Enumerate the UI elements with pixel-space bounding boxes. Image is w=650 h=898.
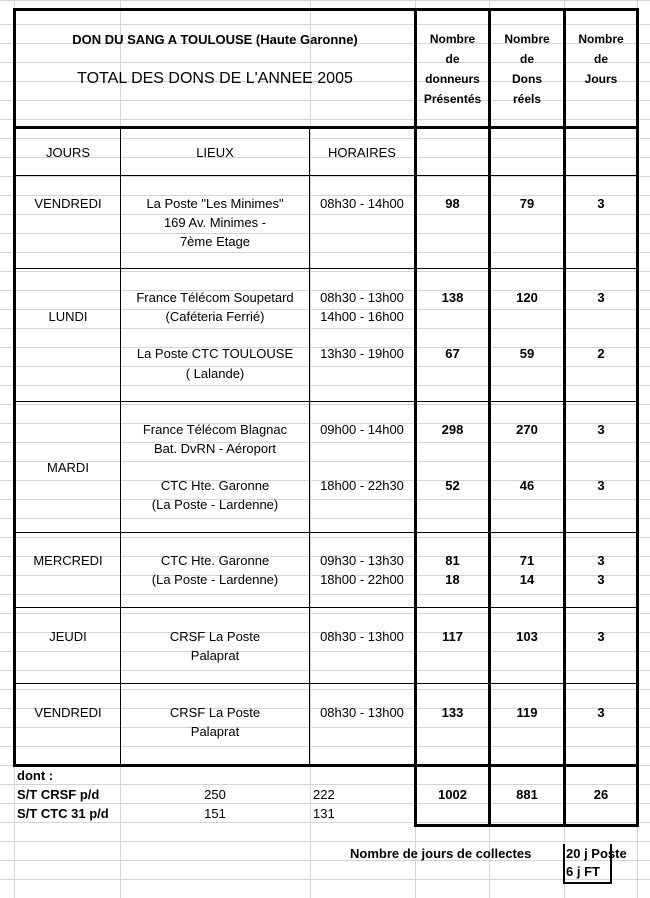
- page-title: DON DU SANG A TOULOUSE (Haute Garonne): [72, 32, 358, 47]
- row-separator: [13, 532, 639, 533]
- subtotal-crsf-dons: 222: [313, 787, 335, 802]
- column-header-lieux: LIEUX: [196, 145, 234, 160]
- column-header-horaires: HORAIRES: [328, 145, 396, 160]
- location-line: (La Poste - Lardenne): [151, 497, 279, 512]
- jours-value: 3: [597, 553, 605, 568]
- border-right-top: [636, 8, 639, 128]
- collectes-poste: 20 j Poste: [566, 846, 627, 861]
- subtotal-ctc-label: S/T CTC 31 p/d: [17, 806, 109, 821]
- row-separator: [13, 607, 639, 608]
- total-dons: 881: [516, 787, 538, 802]
- location-line: CTC Hte. Garonne: [160, 553, 270, 568]
- donneurs-value: 298: [441, 422, 464, 437]
- donneurs-value: 98: [445, 196, 460, 211]
- header-jours-line: Nombre: [578, 32, 624, 46]
- subtotal-ctc-donneurs: 151: [204, 806, 226, 821]
- collectes-ft: 6 j FT: [566, 864, 600, 879]
- location-line: CTC Hte. Garonne: [160, 478, 270, 493]
- row-separator: [13, 401, 639, 402]
- jours-value: 3: [597, 196, 605, 211]
- border-collectes-left: [563, 844, 565, 884]
- jours-value: 3: [597, 629, 605, 644]
- header-donneurs-line: de: [445, 52, 460, 66]
- schedule: 08h30 - 13h00: [320, 290, 404, 305]
- location-line: (La Poste - Lardenne): [151, 572, 279, 587]
- jours-value: 3: [597, 422, 605, 437]
- border-collectes-bottom: [563, 882, 612, 884]
- schedule: 09h30 - 13h30: [320, 553, 404, 568]
- location-line: 7ème Etage: [179, 234, 251, 249]
- jours-value: 3: [597, 572, 605, 587]
- dons-value: 79: [519, 196, 535, 211]
- day-label: MARDI: [47, 460, 89, 475]
- jours-value: 3: [597, 705, 605, 720]
- jours-value: 2: [597, 346, 605, 361]
- border-header-bottom: [13, 126, 639, 129]
- donneurs-value: 138: [441, 290, 464, 305]
- header-dons-line: Nombre: [504, 32, 550, 46]
- dons-value: 71: [519, 553, 535, 568]
- header-donneurs-line: donneurs: [425, 72, 480, 86]
- donneurs-value: 67: [445, 346, 460, 361]
- border-right: [636, 126, 639, 827]
- dons-value: 119: [516, 705, 538, 720]
- row-separator: [13, 175, 639, 176]
- schedule: 09h00 - 14h00: [320, 422, 404, 437]
- location-line: CRSF La Poste: [169, 629, 261, 644]
- header-jours-line: Jours: [584, 72, 618, 86]
- subtotal-crsf-label: S/T CRSF p/d: [17, 787, 100, 802]
- donneurs-value: 18: [445, 572, 460, 587]
- border-left: [13, 8, 16, 766]
- schedule: 08h30 - 13h00: [320, 629, 404, 644]
- subtotal-crsf-donneurs: 250: [204, 787, 226, 802]
- schedule: 18h00 - 22h00: [320, 572, 404, 587]
- location-line: France Télécom Soupetard: [136, 290, 294, 305]
- col-separator: [309, 128, 310, 765]
- total-jours: 26: [593, 787, 609, 802]
- page-subtitle: TOTAL DES DONS DE L'ANNEE 2005: [77, 70, 353, 87]
- border-top: [13, 8, 639, 11]
- row-separator: [13, 268, 639, 269]
- dons-value: 59: [519, 346, 535, 361]
- dons-value: 103: [516, 629, 538, 644]
- location-line: Bat. DvRN - Aéroport: [153, 441, 277, 456]
- location-line: La Poste "Les Minimes": [146, 196, 284, 211]
- border-table-bottom: [13, 764, 639, 767]
- location-line: (Caféteria Ferrié): [165, 309, 265, 324]
- location-line: France Télécom Blagnac: [142, 422, 288, 437]
- location-line: ( Lalande): [185, 366, 245, 381]
- header-donneurs-line: Présentés: [423, 92, 482, 106]
- header-jours-line: de: [593, 52, 608, 66]
- subtotal-ctc-dons: 131: [313, 806, 335, 821]
- donneurs-value: 117: [442, 629, 463, 644]
- schedule: 14h00 - 16h00: [320, 309, 404, 324]
- dons-value: 270: [516, 422, 538, 437]
- dons-value: 120: [516, 290, 538, 305]
- dont-label: dont :: [17, 768, 54, 783]
- location-line: Palaprat: [190, 648, 240, 663]
- day-label: VENDREDI: [34, 705, 102, 720]
- schedule: 18h00 - 22h30: [320, 478, 404, 493]
- schedule: 08h30 - 13h00: [320, 705, 404, 720]
- jours-value: 3: [597, 290, 605, 305]
- collectes-label: Nombre de jours de collectes: [350, 846, 532, 861]
- location-line: 169 Av. Minimes -: [163, 215, 267, 230]
- location-line: Palaprat: [190, 724, 240, 739]
- location-line: CRSF La Poste: [169, 705, 261, 720]
- location-line: La Poste CTC TOULOUSE: [136, 346, 294, 361]
- dons-value: 46: [519, 478, 535, 493]
- header-donneurs-line: Nombre: [429, 32, 476, 46]
- day-label: JEUDI: [49, 629, 87, 644]
- header-dons-line: de: [519, 52, 534, 66]
- column-header-jours: JOURS: [45, 145, 91, 160]
- day-label: MERCREDI: [33, 553, 103, 568]
- schedule: 13h30 - 19h00: [320, 346, 404, 361]
- header-dons-line: Dons: [512, 72, 542, 86]
- donneurs-value: 52: [445, 478, 460, 493]
- schedule: 08h30 - 14h00: [320, 196, 404, 211]
- donneurs-value: 133: [441, 705, 464, 720]
- day-label: VENDREDI: [34, 196, 102, 211]
- day-label: LUNDI: [48, 309, 88, 324]
- dons-value: 14: [519, 572, 535, 587]
- border-totals-bottom: [414, 824, 639, 827]
- jours-value: 3: [597, 478, 605, 493]
- donneurs-value: 81: [445, 553, 460, 568]
- row-separator: [13, 683, 639, 684]
- total-donneurs: 1002: [438, 787, 467, 802]
- header-dons-line: réels: [512, 92, 542, 106]
